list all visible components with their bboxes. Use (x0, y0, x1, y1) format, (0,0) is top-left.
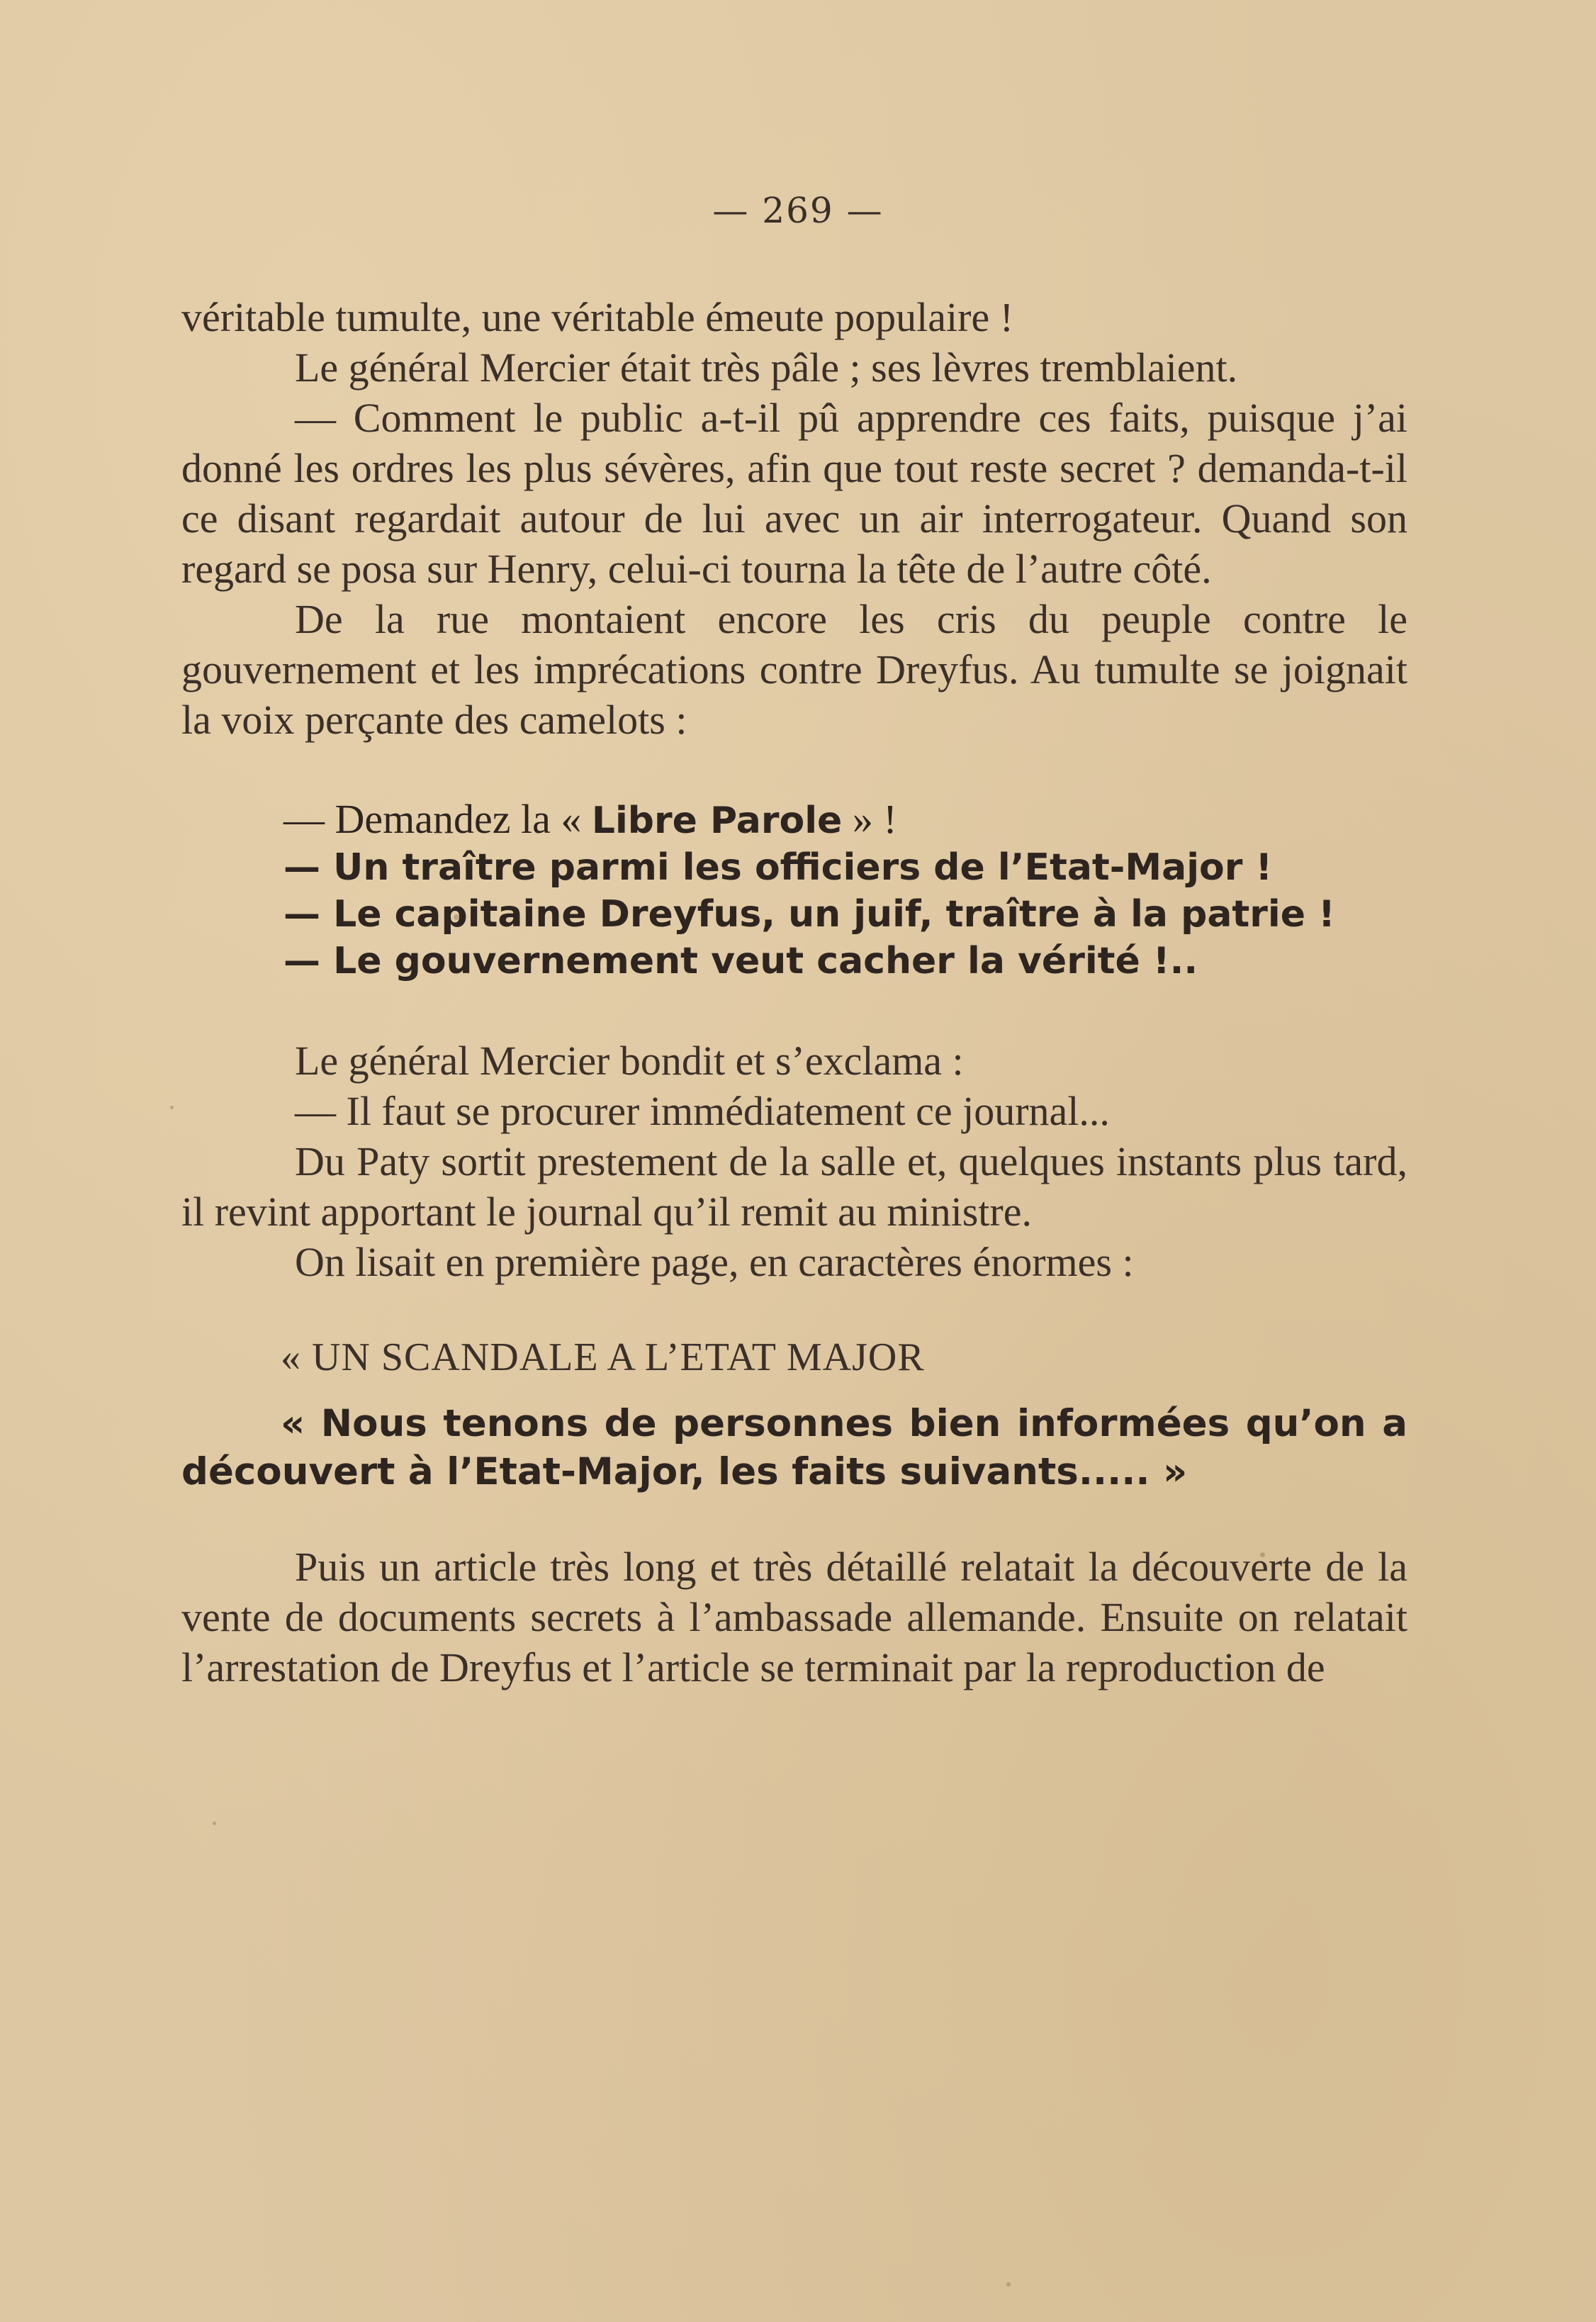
cry-government-truth: — Le gouvernement veut cacher la vérité !.. (283, 940, 1198, 982)
newspaper-quote: « Nous tenons de personnes bien informées qu’on a découvert à l’Etat-Major, les faits suivants..... » (181, 1402, 1407, 1493)
paragraph-mercier-bondit: Le général Mercier bondit et s’exclama : (295, 1038, 964, 1084)
paragraph-procure-journal: — Il faut se procurer immédiatement ce journal... (295, 1088, 1110, 1134)
paragraph-mercier-pale: Le général Mercier était très pâle ; ses lèvres tremblaient. (295, 344, 1238, 391)
cry-libre-parole (283, 796, 1407, 844)
cry-libre-parole-suffix: » ! (842, 796, 897, 842)
newspaper-headline: « UN SCANDALE A L’ETAT MAJOR (281, 1335, 925, 1379)
paper-speck (454, 914, 459, 920)
cry-libre-parole-prefix: — Demandez la « (283, 796, 592, 842)
page-number: — 269 — (712, 190, 884, 231)
paragraph-tumulte: véritable tumulte, une véritable émeute populaire ! (181, 294, 1014, 340)
paragraph-article-summary: Puis un article très long et très détaillé relatait la découverte de la vente de documents secrets à l’ambassade allemande. Ensuite on relatait l’arrestation de Dreyfus et l’article se terminait par la reproduction de (181, 1544, 1407, 1690)
page-body (181, 292, 1407, 1693)
paper-speck (1006, 2282, 1011, 2287)
newsboy-cries (181, 796, 1407, 985)
paper-speck (1260, 1552, 1265, 1557)
paragraph-mercier-question: — Comment le public a-t-il pû apprendre ces faits, puisque j’ai donné les ordres les plus sévères, afin que tout reste secret ? demanda-t-il ce disant regardait autour de lui avec un air interrogateur. Quand son regard se posa sur Henry, celui-ci tourna la tête de l’autre côté. (181, 395, 1407, 592)
cry-traitor-officers: — Un traître parmi les officiers de l’Etat-Major ! (283, 846, 1273, 889)
cry-libre-parole-title: Libre Parole (591, 800, 843, 842)
cry-captain-dreyfus: — Le capitaine Dreyfus, un juif, traître à la patrie ! (283, 893, 1335, 936)
paragraph-du-paty: Du Paty sortit prestement de la salle et, quelques instants plus tard, il revint apportant le journal qu’il remit au ministre. (181, 1138, 1407, 1235)
paragraph-street-cries: De la rue montaient encore les cris du peuple contre le gouvernement et les imprécations contre Dreyfus. Au tumulte se joignait la voix perçante des camelots : (181, 596, 1407, 743)
paragraph-front-page: On lisait en première page, en caractères énormes : (295, 1239, 1134, 1285)
paper-speck (213, 1822, 216, 1825)
paper-speck (170, 1106, 174, 1109)
